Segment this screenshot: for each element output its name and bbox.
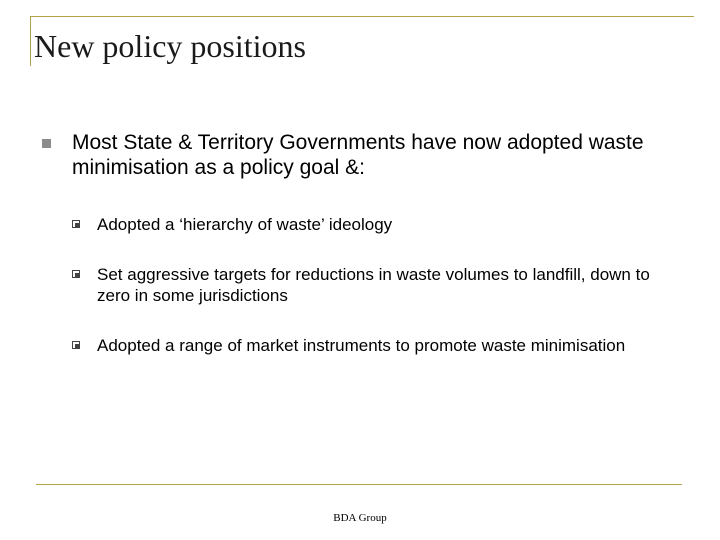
hollow-square-bullet-icon [72,220,80,228]
sub-bullet-text: Adopted a range of market instruments to promote waste minimisation [97,336,626,355]
sub-bullet-text: Adopted a ‘hierarchy of waste’ ideology [97,215,393,234]
footer-text: BDA Group [333,512,387,524]
hollow-square-bullet-icon [72,270,80,278]
title-divider-top [30,16,694,17]
title-divider-left [30,16,31,66]
square-bullet-icon [42,139,51,148]
sub-bullet-text: Set aggressive targets for reductions in waste volumes to landfill, down to zero in some jurisdictions [97,265,650,305]
footer-divider [36,484,682,485]
slide-title: New policy positions [34,28,306,64]
main-bullet-text: Most State & Territory Governments have now adopted waste minimisation as a policy goal &: [72,131,644,179]
hollow-square-bullet-icon [72,341,80,349]
